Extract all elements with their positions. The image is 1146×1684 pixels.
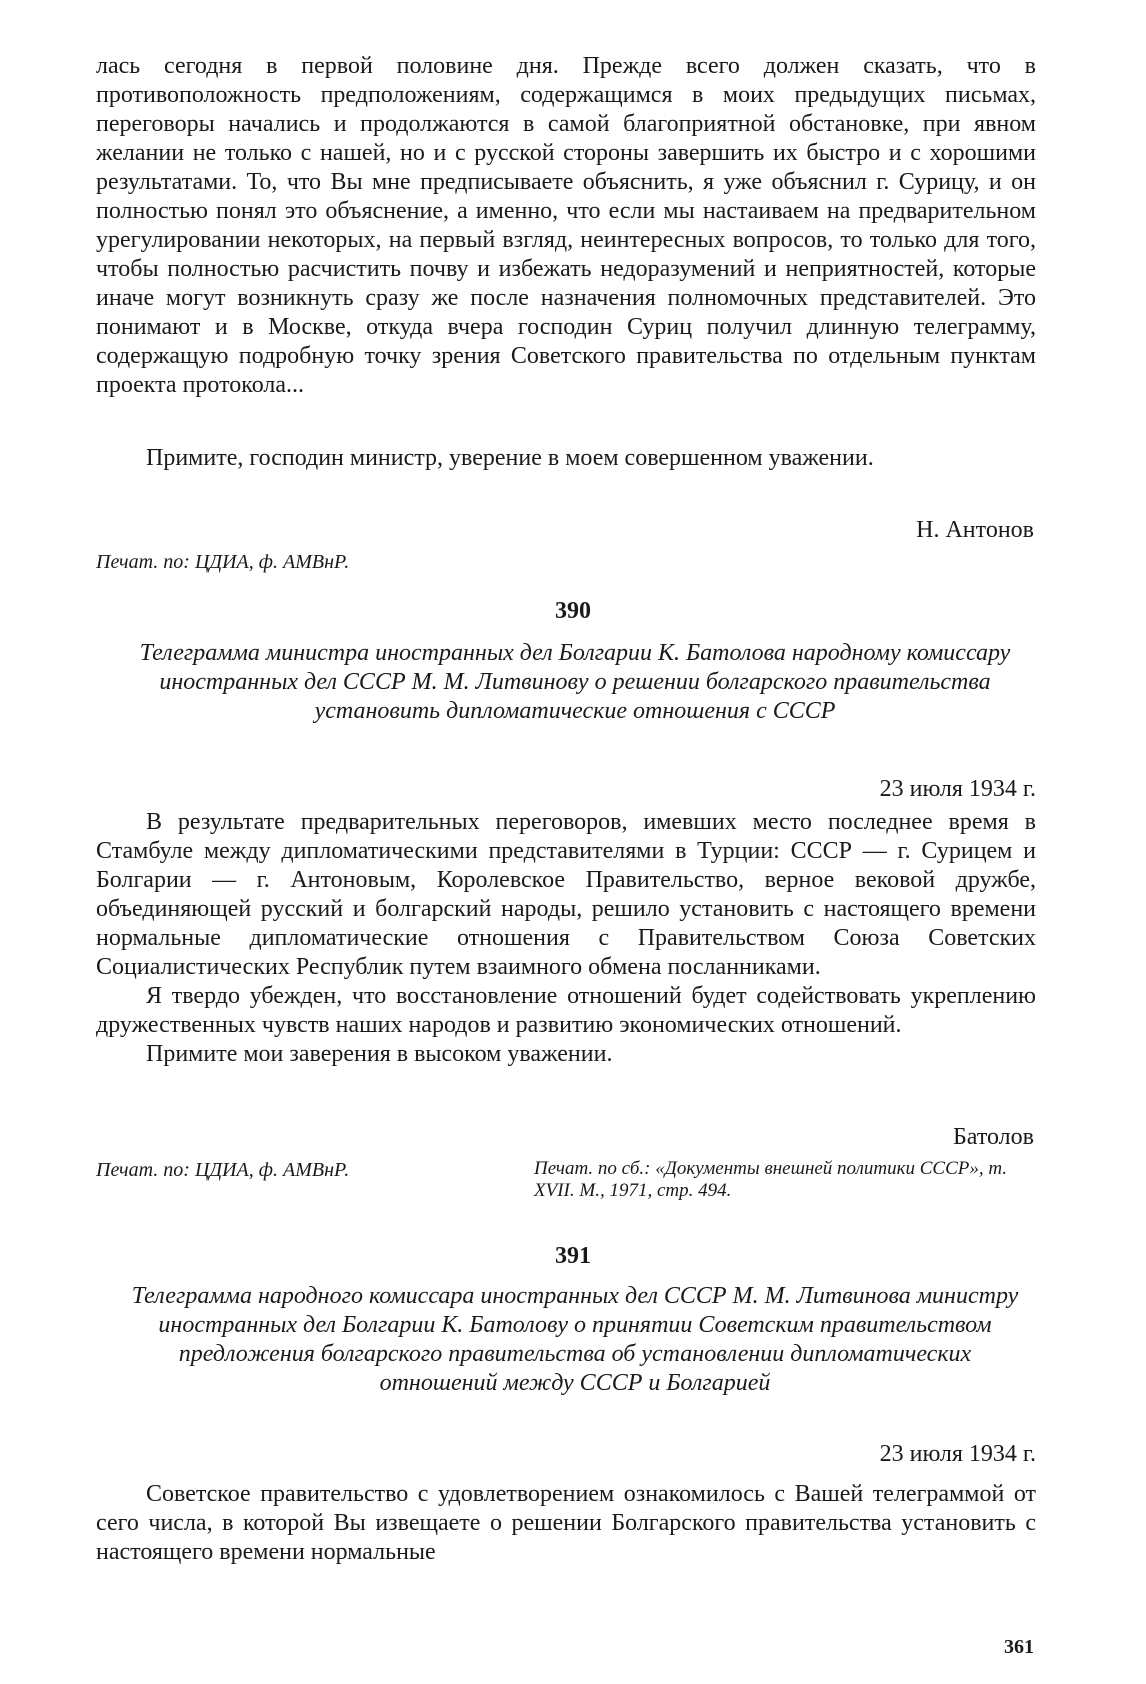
prev-doc-signature: Н. Антонов [916,517,1034,543]
doc-391-title: Телеграмма народного комиссара иностранных дел СССР М. М. Литвинова министру иностранных дел Болгарии К. Батолову о принятии Советским правительством предложения болгарского правительства об установлении дипломатических отношений между СССР и Болгарией [131,1283,1019,1396]
doc-391-date: 23 июля 1934 г. [879,1441,1036,1467]
doc-390-title: Телеграмма министра иностранных дел Болгарии К. Батолова народному комиссару иностранных дел СССР М. М. Литвинову о решении болгарского правительства установить дипломатические отношения с СССР [139,640,1011,724]
prev-doc-closing: Примите, господин министр, уверение в моем совершенном уважении. [146,445,874,471]
doc-390-body [96,808,1036,1069]
prev-doc-source: Печат. по: ЦДИА, ф. АМВнР. [96,551,350,573]
doc-390-source-left: Печат. по: ЦДИА, ф. АМВнР. [96,1159,350,1181]
doc-391-number: 391 [555,1243,591,1269]
doc-390-paragraph: Я твердо убежден, что восстановление отношений будет содействовать укреплению дружественных чувств наших народов и развитию экономических отношений. [96,983,1036,1038]
doc-390-number: 390 [555,598,591,624]
doc-390-signature: Батолов [953,1124,1034,1150]
doc-390-source-right: Печат. по сб.: «Документы внешней политики СССР», т. XVII. М., 1971, стр. 494. [534,1158,1008,1201]
doc-390-date: 23 июля 1934 г. [879,776,1036,802]
prev-doc-paragraph: лась сегодня в первой половине дня. Прежде всего должен сказать, что в противоположность предположениям, содержащимся в моих предыдущих письмах, переговоры начались и продолжаются в самой благоприятной обстановке, при явном желании не только с нашей, но и с русской стороны завершить их быстро и с хорошими результатами. То, что Вы мне предписываете объяснить, я уже объяснил г. Сурицу, и он полностью понял это объяснение, а именно, что если мы настаиваем на предварительном урегулировании некоторых, на первый взгляд, неинтересных вопросов, то только для того, чтобы полностью расчистить почву и избежать недоразумений и неприятностей, которые иначе могут возникнуть сразу же после назначения полномочных представителей. Это понимают и в Москве, откуда вчера господин Суриц получил длинную телеграмму, содержащую подробную точку зрения Советского правительства по отдельным пунктам проекта протокола... [96,53,1036,398]
doc-391-paragraph: Советское правительство с удовлетворением ознакомилось с Вашей телеграммой от сего числа, в которой Вы извещаете о решении Болгарского правительства установить с настоящего времени нормальные [96,1481,1036,1565]
page-number: 361 [1004,1636,1034,1658]
doc-390-paragraph: Примите мои заверения в высоком уважении. [146,1041,613,1067]
doc-390-paragraph: В результате предварительных переговоров, имевших место последнее время в Стамбуле между дипломатическими представителями в Турции: СССР — г. Сурицем и Болгарии — г. Антоновым, Королевское Правительство, верное вековой дружбе, объединяющей русский и болгарский народы, решило установить с настоящего времени нормальные дипломатические отношения с Правительством Союза Советских Социалистических Республик путем взаимного обмена посланниками. [96,809,1036,980]
